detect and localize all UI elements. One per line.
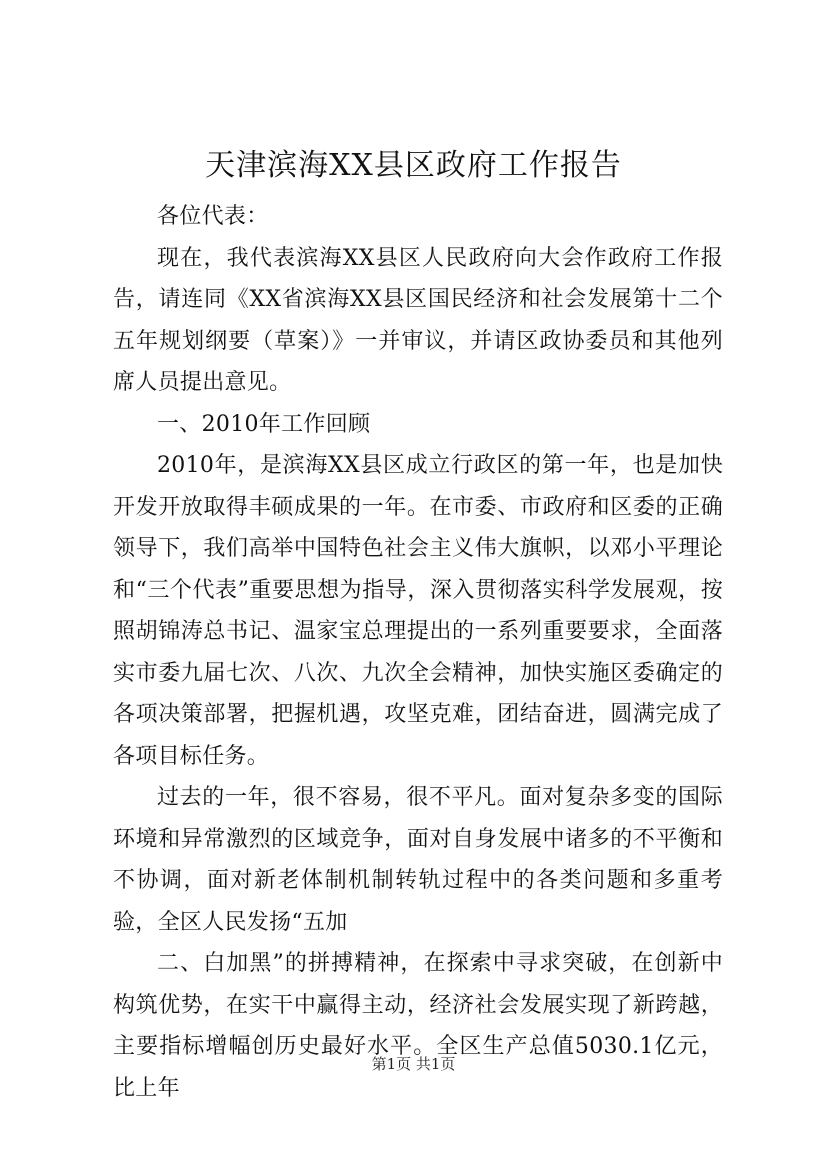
- document-title: 天津滨海XX县区政府工作报告: [205, 148, 622, 183]
- paragraph-achievements: 二、白加黑”的拼搏精神，在探索中寻求突破，在创新中构筑优势，在实干中赢得主动，经济社会发展实现了新跨越，主要指标增幅创历史最好水平。全区生产总值5030.1亿元，比上年: [113, 951, 723, 1101]
- paragraph-2010-summary: 2010年，是滨海XX县区成立行政区的第一年，也是加快开发开放取得丰硕成果的一年。在市委、市政府和区委的正确领导下，我们高举中国特色社会主义伟大旗帜，以邓小平理论和“三个代表”重要思想为指导，深入贯彻落实科学发展观，按照胡锦涛总书记、温家宝总理提出的一系列重要要求，全面落实市委九届七次、八次、九次全会精神，加快实施区委确定的各项决策部署，把握机遇，攻坚克难，团结奋进，圆满完成了各项目标任务。: [113, 453, 723, 769]
- section-heading-review: 一、2010年工作回顾: [157, 411, 371, 437]
- paragraph-salutation: 各位代表：: [157, 204, 269, 229]
- paragraph-past-year: 过去的一年，很不容易，很不平凡。面对复杂多变的国际环境和异常激烈的区域竞争，面对自身发展中诸多的不平衡和不协调，面对新老体制机制转轨过程中的各类问题和多重考验，全区人民发扬“五加: [113, 785, 723, 935]
- paragraph-intro: 现在，我代表滨海XX县区人民政府向大会作政府工作报告，请连同《XX省滨海XX县区国民经济和社会发展第十二个五年规划纲要（草案）》一并审议，并请区政协委员和其他列席人员提出意见。: [113, 245, 723, 395]
- document-body: [113, 196, 723, 1109]
- page-number-footer: 第1页 共1页: [371, 1055, 456, 1073]
